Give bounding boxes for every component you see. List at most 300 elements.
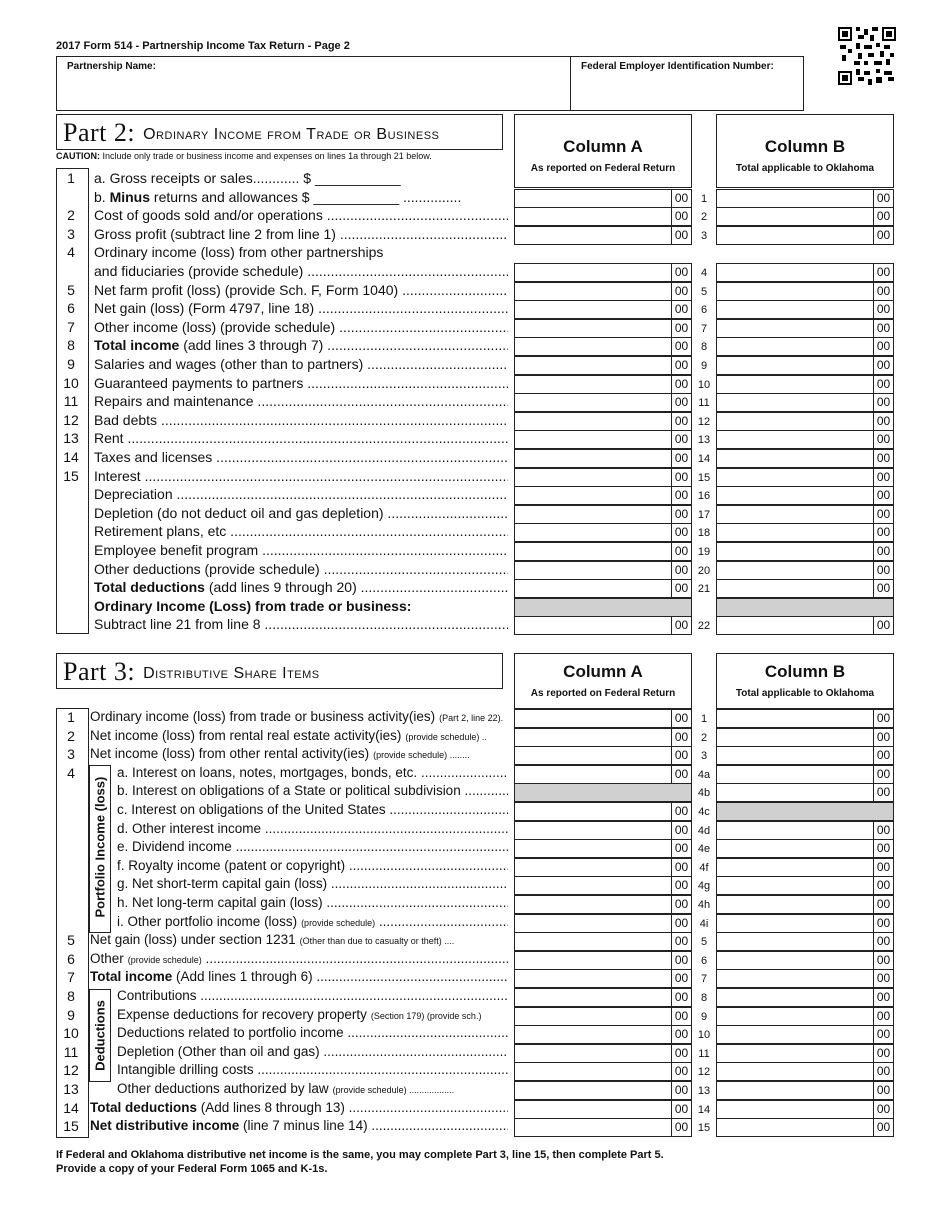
column-b-amount[interactable] — [716, 951, 894, 970]
cents-field[interactable]: 00 — [671, 617, 691, 634]
column-a-amount[interactable] — [514, 709, 692, 728]
part3-title: Distributive Share Items — [143, 665, 320, 682]
cents-field[interactable]: 00 — [873, 487, 893, 504]
line-number-label: 4 — [700, 267, 708, 279]
column-b-amount[interactable] — [716, 523, 894, 542]
line-number: 3 — [67, 746, 75, 762]
part3-line — [56, 1100, 508, 1119]
line-number-label: 12 — [697, 416, 711, 428]
line-description — [117, 783, 508, 798]
cents-field[interactable]: 00 — [873, 989, 893, 1006]
cents-field[interactable]: 00 — [873, 394, 893, 411]
line-text: Bad debts — [94, 412, 158, 428]
line-description — [94, 226, 508, 242]
line-number: 11 — [63, 1044, 79, 1060]
column-b-amount[interactable] — [716, 709, 894, 728]
footer-note — [56, 1148, 664, 1176]
cents-field[interactable]: 00 — [873, 1101, 893, 1118]
cents-field[interactable]: 00 — [671, 524, 691, 541]
cents-field[interactable]: 00 — [873, 506, 893, 523]
column-b-amount[interactable] — [716, 821, 894, 840]
cents-field[interactable]: 00 — [873, 710, 893, 727]
part3-line — [56, 1118, 508, 1137]
cents-field[interactable]: 00 — [671, 283, 691, 300]
line-number: 9 — [67, 1007, 75, 1023]
column-a-amount[interactable] — [514, 393, 692, 412]
line-text: Net gain (loss) (Form 4797, line 18) — [94, 300, 315, 316]
column-a-title: Column A — [563, 662, 643, 681]
cents-field[interactable]: 00 — [671, 376, 691, 393]
caution-text: Include only trade or business income and expenses on lines 1a through 21 below. — [102, 151, 432, 161]
line-number-label: 19 — [697, 546, 711, 558]
cents-field[interactable]: 00 — [671, 431, 691, 448]
line-text: Net farm profit (loss) (provide Sch. F, Form 1040) — [94, 282, 399, 298]
cents-field[interactable]: 00 — [873, 283, 893, 300]
column-a-amount[interactable] — [514, 207, 692, 226]
column-b-amount[interactable] — [716, 319, 894, 338]
line-text: (line 7 minus line 14) — [239, 1118, 368, 1133]
cents-field[interactable]: 00 — [671, 989, 691, 1006]
column-a-amount[interactable] — [514, 858, 692, 877]
cents-field[interactable]: 00 — [873, 543, 893, 560]
cents-field[interactable]: 00 — [873, 320, 893, 337]
cents-field[interactable]: 00 — [671, 320, 691, 337]
cents-field[interactable]: 00 — [873, 469, 893, 486]
column-b-subtitle: Total applicable to Oklahoma — [735, 688, 875, 699]
cents-field[interactable]: 00 — [873, 729, 893, 746]
column-b-amount[interactable] — [716, 263, 894, 282]
line-number-label: 2 — [700, 732, 708, 744]
cents-field[interactable]: 00 — [671, 580, 691, 597]
partnership-name-label: Partnership Name: — [67, 61, 156, 72]
column-a-amount[interactable] — [514, 300, 692, 319]
cents-field[interactable]: 00 — [873, 747, 893, 764]
column-a-amount[interactable] — [514, 189, 692, 208]
column-a-amount[interactable] — [514, 1081, 692, 1100]
column-b-amount[interactable] — [716, 969, 894, 988]
column-b-amount[interactable] — [716, 728, 894, 747]
column-b-amount[interactable] — [716, 932, 894, 951]
column-b-amount[interactable] — [716, 1081, 894, 1100]
cents-field[interactable]: 00 — [873, 190, 893, 207]
line-text: (provide schedule) — [127, 955, 202, 965]
cents-field[interactable]: 00 — [671, 1082, 691, 1099]
cents-field[interactable]: 00 — [873, 617, 893, 634]
cents-field[interactable]: 00 — [671, 877, 691, 894]
line-number-label: 18 — [697, 527, 711, 539]
cents-field[interactable]: 00 — [873, 208, 893, 225]
column-b-amount[interactable] — [716, 207, 894, 226]
column-a-amount[interactable] — [514, 430, 692, 449]
cents-field[interactable]: 00 — [671, 896, 691, 913]
column-b-amount[interactable] — [716, 449, 894, 468]
line-description — [117, 802, 508, 817]
column-a-title: Column A — [563, 137, 643, 156]
part3-label: Part 3: — [63, 657, 136, 686]
column-a-amount[interactable] — [514, 449, 692, 468]
column-b-amount[interactable] — [716, 282, 894, 301]
cents-field[interactable]: 00 — [873, 1063, 893, 1080]
line-text: Ordinary Income (Loss) from trade or business: — [94, 598, 412, 614]
footer-line-2: Provide a copy of your Federal Form 1065 and K-1s. — [56, 1163, 328, 1175]
part3-line — [56, 783, 508, 802]
line-number-label: 4f — [699, 862, 709, 874]
part2-line — [56, 393, 508, 412]
line-number-label: 13 — [697, 1085, 711, 1097]
cents-field[interactable]: 00 — [671, 357, 691, 374]
column-a-amount[interactable] — [514, 839, 692, 858]
cents-field[interactable]: 00 — [873, 840, 893, 857]
line-number: 14 — [63, 1100, 79, 1116]
part3-line — [56, 932, 508, 951]
line-number-label: 12 — [697, 1066, 711, 1078]
line-text: i. Other portfolio income (loss) — [117, 914, 298, 929]
cents-field[interactable]: 00 — [671, 506, 691, 523]
column-a-amount[interactable] — [514, 914, 692, 933]
column-a-amount[interactable] — [514, 969, 692, 988]
column-b-amount[interactable] — [716, 542, 894, 561]
part2-line — [56, 598, 508, 617]
line-number-label: 3 — [700, 750, 708, 762]
cents-field[interactable]: 00 — [671, 933, 691, 950]
line-number-label: 1 — [700, 713, 708, 725]
line-number-label: 11 — [698, 397, 710, 409]
column-b-amount[interactable] — [716, 876, 894, 895]
portfolio-income-label: Portfolio Income (loss) — [92, 776, 108, 918]
column-b-amount[interactable] — [716, 1100, 894, 1119]
part2-line — [56, 263, 508, 282]
line-number: 1 — [67, 709, 75, 725]
column-a-amount[interactable] — [514, 876, 692, 895]
cents-field[interactable]: 00 — [671, 1026, 691, 1043]
cents-field[interactable]: 00 — [671, 729, 691, 746]
cents-field[interactable]: 00 — [671, 766, 691, 783]
cents-field[interactable]: 00 — [671, 301, 691, 318]
cents-field[interactable]: 00 — [873, 524, 893, 541]
part2-line — [56, 616, 508, 635]
column-a-amount[interactable] — [514, 765, 692, 784]
column-b-amount[interactable] — [716, 839, 894, 858]
column-a-amount[interactable] — [514, 561, 692, 580]
cents-field[interactable]: 00 — [671, 487, 691, 504]
column-a-amount[interactable] — [514, 802, 692, 821]
fein-label: Federal Employer Identification Number: — [581, 61, 774, 72]
cents-field[interactable]: 00 — [671, 710, 691, 727]
column-a-amount[interactable] — [514, 1025, 692, 1044]
cents-field[interactable]: 00 — [671, 822, 691, 839]
cents-field[interactable]: 00 — [671, 394, 691, 411]
line-description — [94, 319, 508, 335]
part3-line — [56, 876, 508, 895]
part2-line — [56, 542, 508, 561]
line-number-label: 13 — [697, 434, 711, 446]
line-number: 13 — [63, 1081, 79, 1097]
column-b-amount[interactable] — [716, 412, 894, 431]
part3-line — [56, 914, 508, 933]
column-b-amount[interactable] — [716, 616, 894, 635]
column-b-amount[interactable] — [716, 337, 894, 356]
column-b-amount[interactable] — [716, 895, 894, 914]
cents-field[interactable]: 00 — [671, 1008, 691, 1025]
cents-field[interactable]: 00 — [873, 970, 893, 987]
line-description — [94, 505, 508, 521]
cents-field[interactable]: 00 — [873, 933, 893, 950]
column-b-amount[interactable] — [716, 226, 894, 245]
partnership-name-field[interactable] — [56, 56, 571, 111]
column-b-amount[interactable] — [716, 1118, 894, 1137]
column-a-amount[interactable] — [514, 895, 692, 914]
cents-field[interactable]: 00 — [671, 227, 691, 244]
line-text: h. Net long-term capital gain (loss) — [117, 895, 323, 910]
column-b-amount[interactable] — [716, 1007, 894, 1026]
fein-field[interactable] — [570, 56, 804, 111]
column-a-amount[interactable] — [514, 728, 692, 747]
column-b-amount[interactable] — [716, 988, 894, 1007]
cents-field[interactable]: 00 — [671, 264, 691, 281]
line-text: a. Gross receipts or sales............ $ ___________ — [94, 170, 401, 186]
line-number: 12 — [63, 412, 79, 428]
line-text: Salaries and wages (other than to partners) — [94, 356, 364, 372]
line-description — [117, 1081, 508, 1096]
cents-field[interactable]: 00 — [873, 822, 893, 839]
shaded-cell — [514, 783, 692, 802]
column-b-amount[interactable] — [716, 765, 894, 784]
cents-field[interactable]: 00 — [873, 357, 893, 374]
column-a-amount[interactable] — [514, 988, 692, 1007]
line-text: Net income (loss) from other rental activity(ies) — [90, 746, 370, 761]
part2-line — [56, 449, 508, 468]
line-number: 6 — [67, 300, 75, 316]
line-description — [94, 207, 508, 223]
cents-field[interactable]: 00 — [671, 450, 691, 467]
cents-field[interactable]: 00 — [873, 376, 893, 393]
column-b-amount[interactable] — [716, 746, 894, 765]
column-a-amount[interactable] — [514, 263, 692, 282]
cents-field[interactable]: 00 — [873, 1026, 893, 1043]
line-number: 8 — [67, 337, 75, 353]
column-a-amount[interactable] — [514, 616, 692, 635]
part2-line — [56, 561, 508, 580]
column-a-amount[interactable] — [514, 412, 692, 431]
line-description — [94, 300, 508, 316]
cents-field[interactable]: 00 — [873, 413, 893, 430]
part2-line — [56, 189, 508, 208]
cents-field[interactable]: 00 — [873, 1045, 893, 1062]
line-number: 6 — [67, 951, 75, 967]
line-number: 7 — [67, 319, 75, 335]
cents-field[interactable]: 00 — [671, 469, 691, 486]
part3-line — [56, 802, 508, 821]
line-description — [94, 412, 508, 428]
column-a-amount[interactable] — [514, 319, 692, 338]
line-text: (Other than due to casualty or theft) .... — [299, 936, 455, 946]
column-b-amount[interactable] — [716, 914, 894, 933]
cents-field[interactable]: 00 — [873, 784, 893, 801]
line-text: Repairs and maintenance — [94, 393, 254, 409]
line-number: 5 — [67, 932, 75, 948]
line-number: 15 — [63, 1118, 79, 1134]
line-text: Contributions — [117, 988, 197, 1003]
column-a-amount[interactable] — [514, 226, 692, 245]
line-description — [90, 1100, 508, 1115]
cents-field[interactable]: 00 — [671, 747, 691, 764]
line-text: (Add lines 8 through 13) — [197, 1100, 345, 1115]
column-b-amount[interactable] — [716, 356, 894, 375]
line-description — [94, 393, 508, 409]
line-description — [94, 468, 508, 484]
cents-field[interactable]: 00 — [873, 431, 893, 448]
column-a-amount[interactable] — [514, 468, 692, 487]
column-b-amount[interactable] — [716, 858, 894, 877]
line-text: Subtract line 21 from line 8 — [94, 616, 261, 632]
part3-line — [56, 709, 508, 728]
cents-field[interactable]: 00 — [873, 896, 893, 913]
cents-field[interactable]: 00 — [873, 1119, 893, 1136]
column-a-amount[interactable] — [514, 505, 692, 524]
column-a-amount[interactable] — [514, 1100, 692, 1119]
column-b-amount[interactable] — [716, 561, 894, 580]
line-text: Net income (loss) from rental real estate activity(ies) — [90, 728, 402, 743]
line-description — [90, 709, 508, 724]
cents-field[interactable]: 00 — [671, 190, 691, 207]
cents-field[interactable]: 00 — [671, 859, 691, 876]
shaded-cell — [514, 598, 692, 617]
part2-line — [56, 375, 508, 394]
column-b-amount[interactable] — [716, 579, 894, 598]
cents-field[interactable]: 00 — [671, 803, 691, 820]
cents-field[interactable]: 00 — [873, 766, 893, 783]
cents-field[interactable]: 00 — [671, 208, 691, 225]
line-number: 2 — [67, 728, 75, 744]
column-a-amount[interactable] — [514, 821, 692, 840]
part3-line — [56, 1081, 508, 1100]
column-b-amount[interactable] — [716, 375, 894, 394]
column-a-amount[interactable] — [514, 375, 692, 394]
line-description — [117, 821, 508, 836]
line-number-label: 21 — [697, 583, 711, 595]
cents-field[interactable]: 00 — [873, 1008, 893, 1025]
cents-field[interactable]: 00 — [671, 543, 691, 560]
column-a-amount[interactable] — [514, 542, 692, 561]
column-a-amount[interactable] — [514, 1062, 692, 1081]
column-a-amount[interactable] — [514, 1007, 692, 1026]
column-a-amount[interactable] — [514, 282, 692, 301]
line-description — [94, 486, 508, 502]
cents-field[interactable]: 00 — [671, 1101, 691, 1118]
cents-field[interactable]: 00 — [873, 915, 893, 932]
column-b-amount[interactable] — [716, 300, 894, 319]
cents-field[interactable]: 00 — [671, 1119, 691, 1136]
column-b-amount[interactable] — [716, 1025, 894, 1044]
line-number-label: 9 — [700, 360, 708, 372]
cents-field[interactable]: 00 — [671, 413, 691, 430]
cents-field[interactable]: 00 — [671, 840, 691, 857]
column-a-amount[interactable] — [514, 932, 692, 951]
column-a-amount[interactable] — [514, 356, 692, 375]
line-description — [94, 263, 508, 279]
cents-field[interactable]: 00 — [873, 859, 893, 876]
cents-field[interactable]: 00 — [873, 562, 893, 579]
line-text: Minus — [109, 189, 151, 205]
column-b-amount[interactable] — [716, 505, 894, 524]
line-description — [117, 876, 508, 891]
line-text: (Part 2, line 22). — [439, 713, 504, 723]
column-a-amount[interactable] — [514, 1044, 692, 1063]
part3-line — [56, 1025, 508, 1044]
column-a-amount[interactable] — [514, 951, 692, 970]
part2-line — [56, 505, 508, 524]
line-text: a. Interest on loans, notes, mortgages, bonds, etc. — [117, 765, 418, 780]
footer-line-1: If Federal and Oklahoma distributive net income is the same, you may complete Part 3, line 15, then complete Part 5. — [56, 1149, 664, 1161]
cents-field[interactable]: 00 — [873, 264, 893, 281]
part3-line — [56, 895, 508, 914]
cents-field[interactable]: 00 — [873, 338, 893, 355]
line-number: 13 — [63, 430, 79, 446]
line-number-label: 4d — [697, 825, 711, 837]
column-b-amount[interactable] — [716, 468, 894, 487]
column-b-amount[interactable] — [716, 393, 894, 412]
column-b-amount[interactable] — [716, 430, 894, 449]
part2-label: Part 2: — [63, 118, 136, 147]
cents-field[interactable]: 00 — [671, 952, 691, 969]
part3-line — [56, 858, 508, 877]
column-b-amount[interactable] — [716, 189, 894, 208]
column-a-amount[interactable] — [514, 486, 692, 505]
part2-line — [56, 337, 508, 356]
column-a-amount[interactable] — [514, 746, 692, 765]
part2-line — [56, 282, 508, 301]
cents-field[interactable]: 00 — [671, 338, 691, 355]
column-b-amount[interactable] — [716, 1062, 894, 1081]
column-b-amount[interactable] — [716, 1044, 894, 1063]
cents-field[interactable]: 00 — [671, 970, 691, 987]
line-number-label: 4a — [697, 769, 711, 781]
cents-field[interactable]: 00 — [873, 1082, 893, 1099]
line-number-label: 15 — [697, 1122, 711, 1134]
line-number-label: 2 — [700, 211, 708, 223]
cents-field[interactable]: 00 — [873, 301, 893, 318]
column-b-amount[interactable] — [716, 783, 894, 802]
column-a-amount[interactable] — [514, 337, 692, 356]
cents-field[interactable]: 00 — [873, 580, 893, 597]
column-a-amount[interactable] — [514, 523, 692, 542]
line-number: 4 — [67, 244, 75, 260]
part3-line — [56, 988, 508, 1007]
line-text: Other — [90, 951, 124, 966]
cents-field[interactable]: 00 — [671, 1063, 691, 1080]
column-a-amount[interactable] — [514, 579, 692, 598]
line-text: Deductions related to portfolio income — [117, 1025, 344, 1040]
column-b-amount[interactable] — [716, 486, 894, 505]
line-text: Other deductions authorized by law — [117, 1081, 329, 1096]
cents-field[interactable]: 00 — [873, 227, 893, 244]
line-text: e. Dividend income — [117, 839, 232, 854]
cents-field[interactable]: 00 — [873, 450, 893, 467]
cents-field[interactable]: 00 — [671, 562, 691, 579]
line-text: (add lines 3 through 7) — [179, 337, 324, 353]
line-number: 1 — [67, 170, 75, 186]
cents-field[interactable]: 00 — [671, 1045, 691, 1062]
cents-field[interactable]: 00 — [671, 915, 691, 932]
column-a-amount[interactable] — [514, 1118, 692, 1137]
cents-field[interactable]: 00 — [873, 952, 893, 969]
line-text: Retirement plans, etc — [94, 523, 227, 539]
cents-field[interactable]: 00 — [873, 877, 893, 894]
part2-title: Ordinary Income from Trade or Business — [143, 126, 440, 143]
line-text: (add lines 9 through 20) — [204, 579, 357, 595]
line-description — [90, 746, 508, 761]
line-description — [117, 895, 508, 910]
